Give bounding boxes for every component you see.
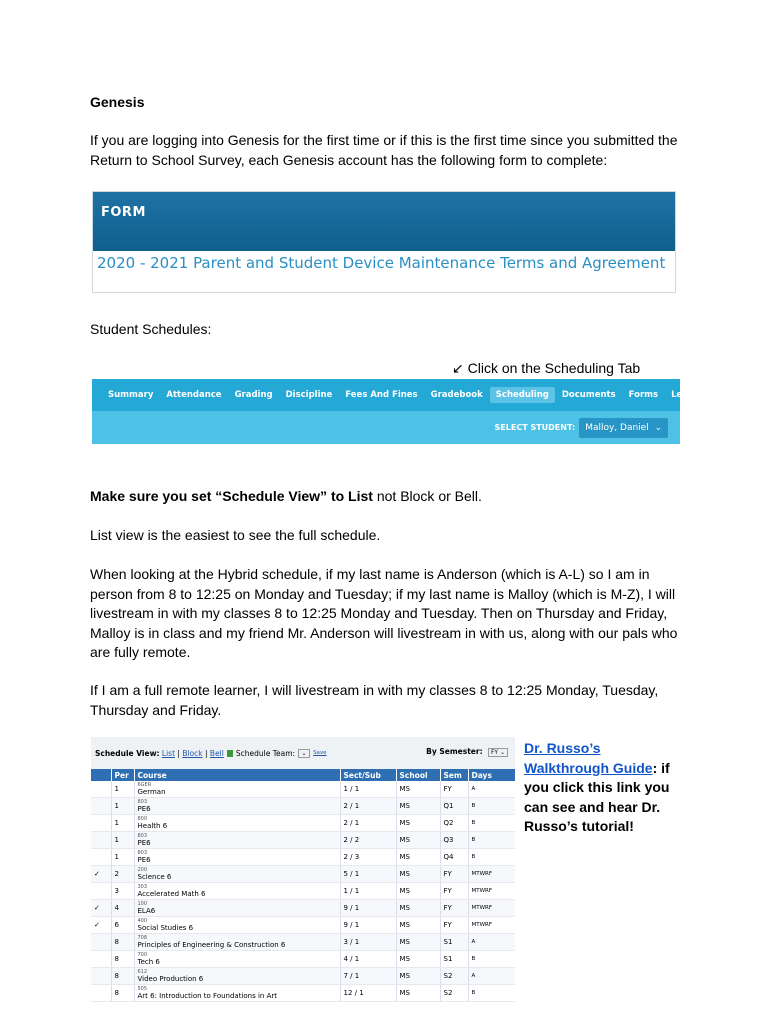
- row-school: MS: [396, 798, 440, 815]
- row-school: MS: [396, 985, 440, 1002]
- guide-note: [524, 739, 684, 837]
- course-name: PE6: [137, 804, 151, 813]
- course-code: 100: [137, 900, 148, 907]
- course-name: PE6: [137, 855, 151, 864]
- course-code: 803: [137, 798, 148, 805]
- row-section: 12 / 1: [340, 985, 396, 1002]
- course-code: 800: [137, 815, 148, 822]
- row-period: 1: [111, 832, 134, 849]
- row-check: ✓: [91, 917, 111, 934]
- course-code: 803: [137, 849, 148, 856]
- schedule-view-note-rest: not Block or Bell.: [372, 488, 482, 504]
- row-check: [91, 934, 111, 951]
- course-code: 708: [137, 934, 148, 941]
- column-header: Days: [468, 769, 515, 781]
- row-days: A: [468, 781, 515, 798]
- row-course: [134, 866, 340, 883]
- row-course: [134, 968, 340, 985]
- row-school: MS: [396, 849, 440, 866]
- row-course: [134, 798, 340, 815]
- row-section: 1 / 1: [340, 883, 396, 900]
- tab-grading[interactable]: Grading: [234, 390, 273, 400]
- course-code: 200: [137, 866, 148, 873]
- row-school: MS: [396, 781, 440, 798]
- row-semester: Q3: [440, 832, 468, 849]
- course-name: Social Studies 6: [137, 923, 194, 932]
- row-section: 2 / 1: [340, 798, 396, 815]
- row-semester: FY: [440, 917, 468, 934]
- table-row: [91, 832, 515, 849]
- tab-documents[interactable]: Documents: [561, 390, 616, 400]
- table-row: [91, 815, 515, 832]
- course-name: PE6: [137, 838, 151, 847]
- tab-gradebook[interactable]: Gradebook: [430, 390, 483, 400]
- row-days: B: [468, 815, 515, 832]
- column-header: Sem: [440, 769, 468, 781]
- row-check: [91, 832, 111, 849]
- tab-summary[interactable]: Summary: [108, 390, 154, 400]
- tab-discipline[interactable]: Discipline: [285, 390, 333, 400]
- scheduling-callout: ↙ Click on the Scheduling Tab: [452, 360, 641, 376]
- row-period: 8: [111, 934, 134, 951]
- table-row: [91, 934, 515, 951]
- row-check: [91, 951, 111, 968]
- table-row: [91, 849, 515, 866]
- semester-label: By Semester:: [426, 747, 483, 756]
- row-section: 9 / 1: [340, 900, 396, 917]
- row-semester: S1: [440, 934, 468, 951]
- schedule-view-label: Schedule View:: [95, 748, 160, 758]
- row-school: MS: [396, 917, 440, 934]
- tab-scheduling[interactable]: Scheduling: [490, 387, 555, 403]
- course-name: Accelerated Math 6: [137, 889, 206, 898]
- guide-note-rest: : if you click this link you can see and hear Dr. Russo’s tutorial!: [524, 759, 670, 834]
- row-period: 4: [111, 900, 134, 917]
- row-period: 1: [111, 815, 134, 832]
- column-header: Per: [111, 769, 134, 781]
- select-student-value: Malloy, Daniel: [585, 422, 649, 433]
- table-header-row: [91, 769, 515, 781]
- row-school: MS: [396, 968, 440, 985]
- row-semester: Q2: [440, 815, 468, 832]
- row-course: [134, 900, 340, 917]
- row-section: 2 / 1: [340, 815, 396, 832]
- column-header: Sect/Sub: [340, 769, 396, 781]
- form-card[interactable]: [92, 191, 676, 293]
- row-course: [134, 832, 340, 849]
- row-school: MS: [396, 815, 440, 832]
- genesis-tab-bar: [92, 379, 706, 444]
- schedule-screenshot: [91, 737, 515, 1011]
- row-semester: FY: [440, 900, 468, 917]
- remote-note: If I am a full remote learner, I will livestream in with my classes 8 to 12:25 Monday, Tuesday, Thursday and Friday.: [90, 682, 659, 718]
- row-course: [134, 917, 340, 934]
- course-name: Principles of Engineering & Construction 6: [137, 940, 286, 949]
- view-block-link[interactable]: Block: [182, 748, 203, 758]
- row-check: [91, 883, 111, 900]
- row-semester: FY: [440, 866, 468, 883]
- table-row: [91, 866, 515, 883]
- row-school: MS: [396, 832, 440, 849]
- tab-forms[interactable]: Forms: [628, 390, 659, 400]
- course-name: Video Production 6: [137, 974, 204, 983]
- row-check: [91, 985, 111, 1002]
- tab-attendance[interactable]: Attendance: [166, 390, 222, 400]
- table-row: [91, 951, 515, 968]
- tab-row: [92, 379, 706, 411]
- row-period: 2: [111, 866, 134, 883]
- row-period: 8: [111, 985, 134, 1002]
- row-days: MTWRF: [468, 900, 515, 917]
- table-row: [91, 968, 515, 985]
- row-days: A: [468, 934, 515, 951]
- row-section: 5 / 1: [340, 866, 396, 883]
- row-course: [134, 985, 340, 1002]
- row-section: 1 / 1: [340, 781, 396, 798]
- course-code: 700: [137, 951, 148, 958]
- row-check: [91, 849, 111, 866]
- view-bell-link[interactable]: Bell: [209, 748, 224, 758]
- row-course: [134, 883, 340, 900]
- intro-paragraph: If you are logging into Genesis for the first time or if this is the first time since you submitted the Return to School Survey, each Genesis account has the following form to complete:: [90, 132, 678, 168]
- row-section: 4 / 1: [340, 951, 396, 968]
- row-period: 3: [111, 883, 134, 900]
- row-period: 6: [111, 917, 134, 934]
- list-view-note: List view is the easiest to see the full schedule.: [90, 527, 381, 543]
- form-card-title[interactable]: 2020 - 2021 Parent and Student Device Maintenance Terms and Agreement: [97, 254, 666, 272]
- row-semester: FY: [440, 883, 468, 900]
- course-name: Art 6: Introduction to Foundations in Art: [137, 991, 278, 1000]
- row-check: ✓: [91, 900, 111, 917]
- semester-value: FY: [490, 749, 499, 756]
- select-student-dropdown[interactable]: [579, 418, 668, 438]
- row-semester: FY: [440, 781, 468, 798]
- row-period: 1: [111, 849, 134, 866]
- column-header: School: [396, 769, 440, 781]
- table-row: [91, 798, 515, 815]
- semester-select[interactable]: FY ⌄: [488, 748, 508, 757]
- row-section: 9 / 1: [340, 917, 396, 934]
- row-days: B: [468, 951, 515, 968]
- row-school: MS: [396, 934, 440, 951]
- course-name: Science 6: [137, 872, 172, 881]
- schedule-team-label: Schedule Team:: [235, 748, 296, 758]
- row-check: [91, 798, 111, 815]
- row-days: B: [468, 798, 515, 815]
- row-semester: S2: [440, 985, 468, 1002]
- row-days: MTWRF: [468, 866, 515, 883]
- column-header: [91, 769, 111, 781]
- schedule-team-select[interactable]: ⌄: [298, 749, 310, 758]
- row-days: MTWRF: [468, 883, 515, 900]
- table-row: [91, 917, 515, 934]
- table-row: [91, 985, 515, 1002]
- row-check: [91, 815, 111, 832]
- course-name: Health 6: [137, 821, 168, 830]
- row-semester: Q1: [440, 798, 468, 815]
- schedule-view-note-bold: Make sure you set “Schedule View” to List: [90, 488, 373, 504]
- row-semester: S1: [440, 951, 468, 968]
- row-days: B: [468, 849, 515, 866]
- column-header: Course: [134, 769, 340, 781]
- section-heading: Genesis: [90, 94, 145, 110]
- row-check: ✓: [91, 866, 111, 883]
- row-course: [134, 951, 340, 968]
- select-student-label: SELECT STUDENT:: [494, 423, 576, 432]
- row-days: A: [468, 968, 515, 985]
- row-school: MS: [396, 866, 440, 883]
- schedule-toolbar: Schedule View: List | Block | Bell Schedule Team: ⌄ Save By Semester: FY ⌄: [91, 737, 515, 769]
- hybrid-note: When looking at the Hybrid schedule, if my last name is Anderson (which is A-L) so I am in person from 8 to 12:25 on Monday and Tuesday; if my last name is Malloy (which is M-Z), I will livestream in with my classes 8 to 12:25 Monday and Tuesday. Then on Thursday and Friday, Malloy is in class and my friend Mr. Anderson will livestream in with us, along with our pals who are fully remote.: [90, 566, 678, 660]
- row-period: 1: [111, 781, 134, 798]
- course-code: 612: [137, 968, 148, 975]
- schedules-label: Student Schedules:: [90, 321, 212, 337]
- save-link[interactable]: Save: [313, 750, 327, 756]
- course-code: 6GER: [137, 781, 152, 788]
- tab-fees-and-fines[interactable]: Fees And Fines: [345, 390, 418, 400]
- row-days: MTWRF: [468, 917, 515, 934]
- pdf-icon[interactable]: [227, 750, 233, 757]
- row-period: 8: [111, 968, 134, 985]
- row-section: 7 / 1: [340, 968, 396, 985]
- chevron-down-icon: ⌄: [651, 422, 662, 433]
- row-section: 2 / 2: [340, 832, 396, 849]
- row-days: B: [468, 832, 515, 849]
- tab-letters[interactable]: Letters: [671, 390, 706, 400]
- table-row: [91, 883, 515, 900]
- course-name: Tech 6: [137, 957, 160, 966]
- course-code: 505: [137, 985, 148, 992]
- row-course: [134, 849, 340, 866]
- semester-filter: [426, 747, 511, 757]
- table-row: [91, 781, 515, 798]
- schedule-view-note: [90, 487, 690, 507]
- row-period: 1: [111, 798, 134, 815]
- table-row: [91, 900, 515, 917]
- form-card-header: FORM: [93, 192, 675, 251]
- row-course: [134, 781, 340, 798]
- row-school: MS: [396, 900, 440, 917]
- row-course: [134, 934, 340, 951]
- row-school: MS: [396, 883, 440, 900]
- row-section: 2 / 3: [340, 849, 396, 866]
- select-student-row: [92, 411, 680, 444]
- schedule-table: [91, 769, 515, 1002]
- row-semester: S2: [440, 968, 468, 985]
- row-section: 3 / 1: [340, 934, 396, 951]
- course-name: German: [137, 787, 166, 796]
- course-code: 803: [137, 832, 148, 839]
- walkthrough-guide-link[interactable]: Dr. Russo’s Walkthrough Guide: [524, 740, 653, 776]
- row-course: [134, 815, 340, 832]
- row-period: 8: [111, 951, 134, 968]
- row-semester: Q4: [440, 849, 468, 866]
- row-school: MS: [396, 951, 440, 968]
- course-code: 303: [137, 883, 148, 890]
- course-code: 400: [137, 917, 148, 924]
- view-list-link[interactable]: List: [161, 748, 176, 758]
- row-check: [91, 781, 111, 798]
- course-name: ELA6: [137, 906, 156, 915]
- row-days: B: [468, 985, 515, 1002]
- row-check: [91, 968, 111, 985]
